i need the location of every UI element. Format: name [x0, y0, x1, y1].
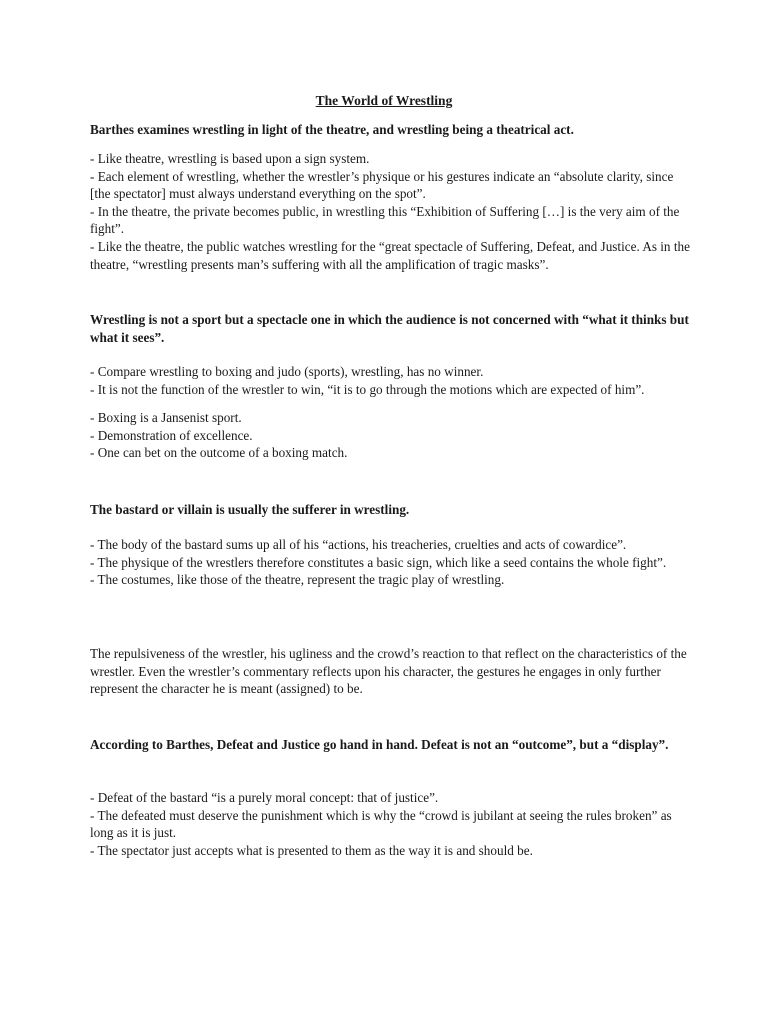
list-item: - One can bet on the outcome of a boxing match. — [90, 445, 348, 461]
list-item: - Demonstration of excellence. — [90, 427, 253, 443]
heading-bastard: The bastard or villain is usually the sufferer in wrestling. — [90, 502, 410, 517]
section-theatre-points — [90, 150, 690, 273]
heading-spectacle: Wrestling is not a sport but a spectacle one in which the audience is not concerned with “what it thinks but what it sees”. — [90, 312, 689, 345]
list-item: - Each element of wrestling, whether the wrestler’s physique or his gestures indicate an “absolute clarity, since [the spectator] must always understand everything on the spot”. — [90, 168, 674, 202]
list-item: - The physique of the wrestlers therefore constitutes a basic sign, which like a seed contains the whole fight”. — [90, 554, 667, 570]
heading-theatre: Barthes examines wrestling in light of the theatre, and wrestling being a theatrical act. — [90, 122, 574, 137]
list-item: - The body of the bastard sums up all of his “actions, his treacheries, cruelties and acts of cowardice”. — [90, 537, 627, 552]
section-defeat-points — [90, 789, 690, 859]
list-item: - The defeated must deserve the punishment which is why the “crowd is jubilant at seeing the rules broken” as long as it is just. — [90, 807, 672, 841]
list-item: - In the theatre, the private becomes public, in wrestling this “Exhibition of Suffering […] is the very aim of the fight”. — [90, 203, 680, 237]
heading-defeat-justice: According to Barthes, Defeat and Justice go hand in hand. Defeat is not an “outcome”, but a “display”. — [90, 737, 669, 752]
section-bastard-points — [90, 536, 690, 589]
list-item: - Like the theatre, the public watches wrestling for the “great spectacle of Suffering, Defeat, and Justice. As in the theatre, “wrestling presents man’s suffering with all the amplification of tragic masks”. — [90, 238, 690, 272]
list-item: - Compare wrestling to boxing and judo (sports), wrestling, has no winner. — [90, 364, 484, 379]
list-item: - Defeat of the bastard “is a purely moral concept: that of justice”. — [90, 790, 439, 805]
list-item: - The spectator just accepts what is presented to them as the way it is and should be. — [90, 842, 533, 858]
list-item: - The costumes, like those of the theatre, represent the tragic play of wrestling. — [90, 572, 505, 588]
list-item: - It is not the function of the wrestler to win, “it is to go through the motions which are expected of him”. — [90, 381, 645, 397]
section-boxing-points — [90, 409, 690, 462]
section-sport-points — [90, 363, 690, 398]
list-item: - Boxing is a Jansenist sport. — [90, 410, 242, 425]
document-title: The World of Wrestling — [315, 93, 453, 108]
list-item: - Like theatre, wrestling is based upon a sign system. — [90, 151, 370, 166]
paragraph-repulsiveness: The repulsiveness of the wrestler, his ugliness and the crowd’s reaction to that reflect on the characteristics of the wrestler. Even the wrestler’s commentary reflects upon his character, the gestures he engages in only further represent the character he is meant (assigned) to be. — [90, 646, 687, 697]
